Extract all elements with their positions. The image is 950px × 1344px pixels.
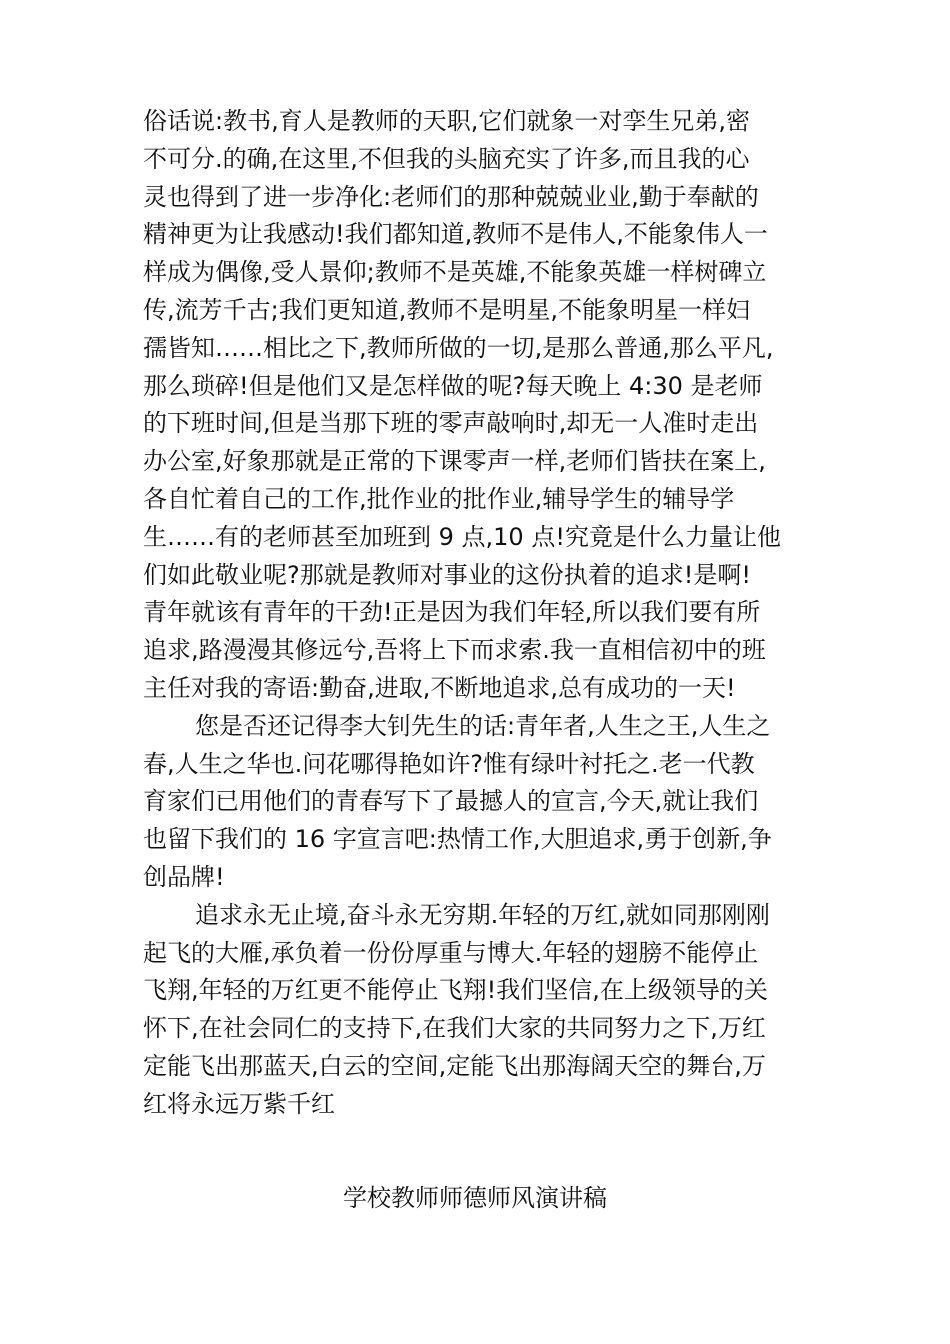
speech-body — [143, 103, 813, 1124]
text-line: 青年就该有青年的干劲!正是因为我们年轻,所以我们要有所 — [143, 598, 761, 627]
document-title: 学校教师师德师风演讲稿 — [343, 1184, 607, 1212]
paragraph-start-line: 您是否还记得李大钊先生的话:青年者,人生之王,人生之 — [195, 711, 771, 740]
text-line: 春,人生之华也.问花哪得艳如许?惟有绿叶衬托之.老一代教 — [143, 749, 755, 778]
text-line: 俗话说:教书,育人是教师的天职,它们就象一对孪生兄弟,密 — [143, 107, 750, 135]
text-line: 孺皆知……相比之下,教师所做的一切,是那么普通,那么平凡, — [143, 333, 774, 362]
text-line: 创品牌! — [143, 862, 225, 891]
text-line: 不可分.的确,在这里,不但我的头脑充实了许多,而且我的心 — [143, 144, 750, 173]
text-line: 主任对我的寄语:勤奋,进取,不断地追求,总有成功的一天! — [143, 673, 736, 702]
text-line: 也留下我们的 16 字宣言吧:热情工作,大胆追求,勇于创新,争 — [143, 825, 772, 854]
text-line: 精神更为让我感动!我们都知道,教师不是伟人,不能象伟人一 — [143, 220, 768, 249]
text-line: 追求,路漫漫其修远兮,吾将上下而求索.我一直相信初中的班 — [143, 636, 766, 665]
text-line: 飞翔,年轻的万红更不能停止飞翔!我们坚信,在上级领导的关 — [143, 976, 768, 1005]
text-line: 传,流芳千古;我们更知道,教师不是明星,不能象明星一样妇 — [143, 295, 750, 324]
text-line: 们如此敬业呢?那就是教师对事业的这份执着的追求!是啊! — [143, 560, 751, 589]
paragraph-start-line: 追求永无止境,奋斗永无穷期.年轻的万红,就如同那刚刚 — [195, 900, 770, 929]
text-line: 灵也得到了进一步净化:老师们的那种兢兢业业,勤于奉献的 — [143, 182, 759, 211]
text-line: 各自忙着自己的工作,批作业的批作业,辅导学生的辅导学 — [143, 484, 735, 513]
text-line: 定能飞出那蓝天,白云的空间,定能飞出那海阔天空的舞台,万 — [143, 1051, 766, 1080]
text-line: 育家们已用他们的青春写下了最撼人的宣言,今天,就让我们 — [143, 787, 759, 816]
text-line: 那么琐碎!但是他们又是怎样做的呢?每天晚上 4:30 是老师 — [143, 371, 763, 400]
text-line: 样成为偶像,受人景仰;教师不是英雄,不能象英雄一样树碑立 — [143, 258, 767, 287]
text-line: 起飞的大雁,承负着一份份厚重与博大.年轻的翅膀不能停止 — [143, 938, 759, 967]
text-line: 生……有的老师甚至加班到 9 点,10 点!究竟是什么力量让他 — [143, 522, 781, 551]
text-line: 红将永远万紫千红 — [143, 1089, 335, 1118]
text-line: 办公室,好象那就是正常的下课零声一样,老师们皆扶在案上, — [143, 447, 766, 476]
text-line: 怀下,在社会同仁的支持下,在我们大家的共同努力之下,万红 — [143, 1014, 766, 1043]
text-line: 的下班时间,但是当那下班的零声敲响时,却无一人准时走出 — [143, 409, 759, 438]
